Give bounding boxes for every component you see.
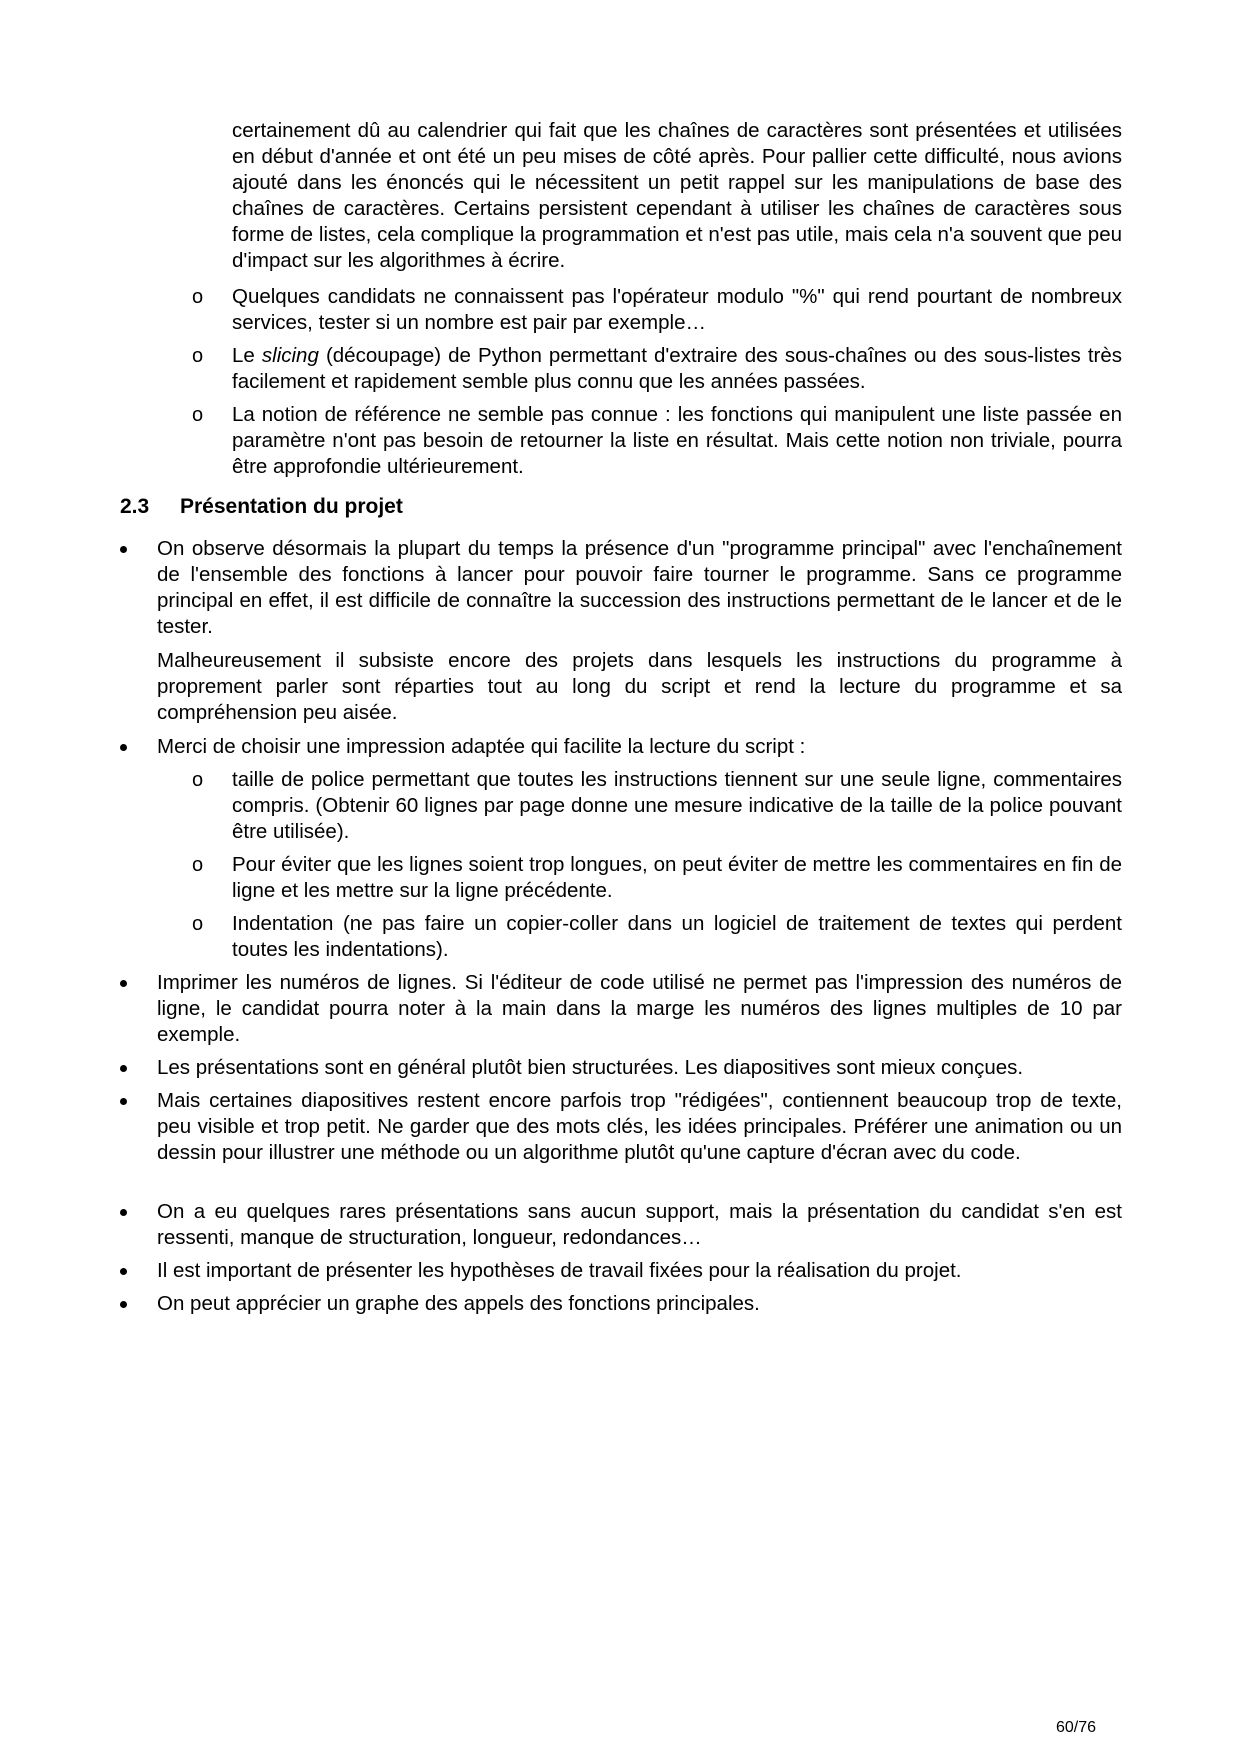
sub-bullet-marker: o bbox=[192, 913, 204, 935]
section-title: Présentation du projet bbox=[180, 495, 403, 518]
bullet-icon bbox=[120, 1088, 127, 1114]
subitem-slicing bbox=[232, 343, 1122, 395]
page-number: 60/76 bbox=[1056, 1719, 1097, 1736]
bullet-icon bbox=[120, 536, 127, 562]
subitem-indentation: Indentation (ne pas faire un copier-coller dans un logiciel de traitement de textes qui perdent toutes les indentations). bbox=[232, 912, 1122, 961]
bullet-line-numbers: Imprimer les numéros de lignes. Si l'éditeur de code utilisé ne permet pas l'impression des numéros de ligne, le candidat pourra noter à la main dans la marge les numéros des lignes multiples de 10 par exemple. bbox=[157, 971, 1122, 1046]
sub-bullet-marker: o bbox=[192, 854, 204, 876]
slicing-text-before: Le bbox=[232, 344, 262, 367]
bullet-print-choice: Merci de choisir une impression adaptée qui facilite la lecture du script : bbox=[157, 735, 806, 758]
bullet-main-program-followup: Malheureusement il subsiste encore des projets dans lesquels les instructions du programme à proprement parler sont réparties tout au long du script et rend la lecture du programme et sa compréhension peu aisée. bbox=[157, 649, 1122, 724]
bullet-hypotheses: Il est important de présenter les hypothèses de travail fixées pour la réalisation du projet. bbox=[157, 1259, 962, 1282]
subitem-long-lines: Pour éviter que les lignes soient trop longues, on peut éviter de mettre les commentaires en fin de ligne et les mettre sur la ligne précédente. bbox=[232, 853, 1122, 902]
slicing-text-after: (découpage) de Python permettant d'extraire des sous-chaînes ou des sous-listes très facilement et rapidement semble plus connu que les années passées. bbox=[232, 344, 1122, 393]
bullet-icon bbox=[120, 1291, 127, 1317]
subitem-font-size: taille de police permettant que toutes les instructions tiennent sur une seule ligne, commentaires compris. (Obtenir 60 lignes par page donne une mesure indicative de la taille de la police pouvant être utilisée). bbox=[232, 768, 1122, 843]
sub-bullet-marker: o bbox=[192, 286, 204, 308]
sub-bullet-marker: o bbox=[192, 345, 204, 367]
bullet-icon bbox=[120, 1055, 127, 1081]
bullet-call-graph: On peut apprécier un graphe des appels des fonctions principales. bbox=[157, 1292, 760, 1315]
bullet-main-program: On observe désormais la plupart du temps la présence d'un "programme principal" avec l'enchaînement de l'ensemble des fonctions à lancer pour pouvoir faire tourner le programme. Sans ce programme principal en effet, il est difficile de connaître la succession des instructions permettant de le lancer et de le tester. bbox=[157, 537, 1122, 638]
subitem-reference: La notion de référence ne semble pas connue : les fonctions qui manipulent une liste passée en paramètre n'ont pas besoin de retourner la liste en résultat. Mais cette notion non triviale, pourra être approfondie ultérieurement. bbox=[232, 403, 1122, 478]
section-heading bbox=[120, 494, 149, 520]
subitem-modulo: Quelques candidats ne connaissent pas l'opérateur modulo "%" qui rend pourtant de nombreux services, tester si un nombre est pair par exemple… bbox=[232, 285, 1122, 334]
bullet-slides: Mais certaines diapositives restent encore parfois trop "rédigées", contiennent beaucoup trop de texte, peu visible et trop petit. Ne garder que des mots clés, les idées principales. Préférer une animation ou un dessin pour illustrer une méthode ou un algorithme plutôt qu'une capture d'écran avec du code. bbox=[157, 1089, 1122, 1164]
bullet-icon bbox=[120, 1199, 127, 1225]
sub-bullet-marker: o bbox=[192, 404, 204, 426]
bullet-presentations: Les présentations sont en général plutôt bien structurées. Les diapositives sont mieux conçues. bbox=[157, 1056, 1024, 1079]
section-number: 2.3 bbox=[120, 495, 150, 518]
bullet-no-support: On a eu quelques rares présentations sans aucun support, mais la présentation du candidat s'en est ressenti, manque de structuration, longueur, redondances… bbox=[157, 1200, 1122, 1249]
bullet-icon bbox=[120, 970, 127, 996]
sub-bullet-marker: o bbox=[192, 769, 204, 791]
bullet-icon bbox=[120, 734, 127, 760]
bullet-icon bbox=[120, 1258, 127, 1284]
intro-paragraph: certainement dû au calendrier qui fait que les chaînes de caractères sont présentées et utilisées en début d'année et ont été un peu mises de côté après. Pour pallier cette difficulté, nous avions ajouté dans les énoncés qui le nécessitent un petit rappel sur les manipulations de base des chaînes de caractères. Certains persistent cependant à utiliser les chaînes de caractères sous forme de listes, cela complique la programmation et n'est pas utile, mais cela n'a souvent que peu d'impact sur les algorithmes à écrire. bbox=[232, 119, 1122, 272]
slicing-term: slicing bbox=[261, 344, 319, 367]
